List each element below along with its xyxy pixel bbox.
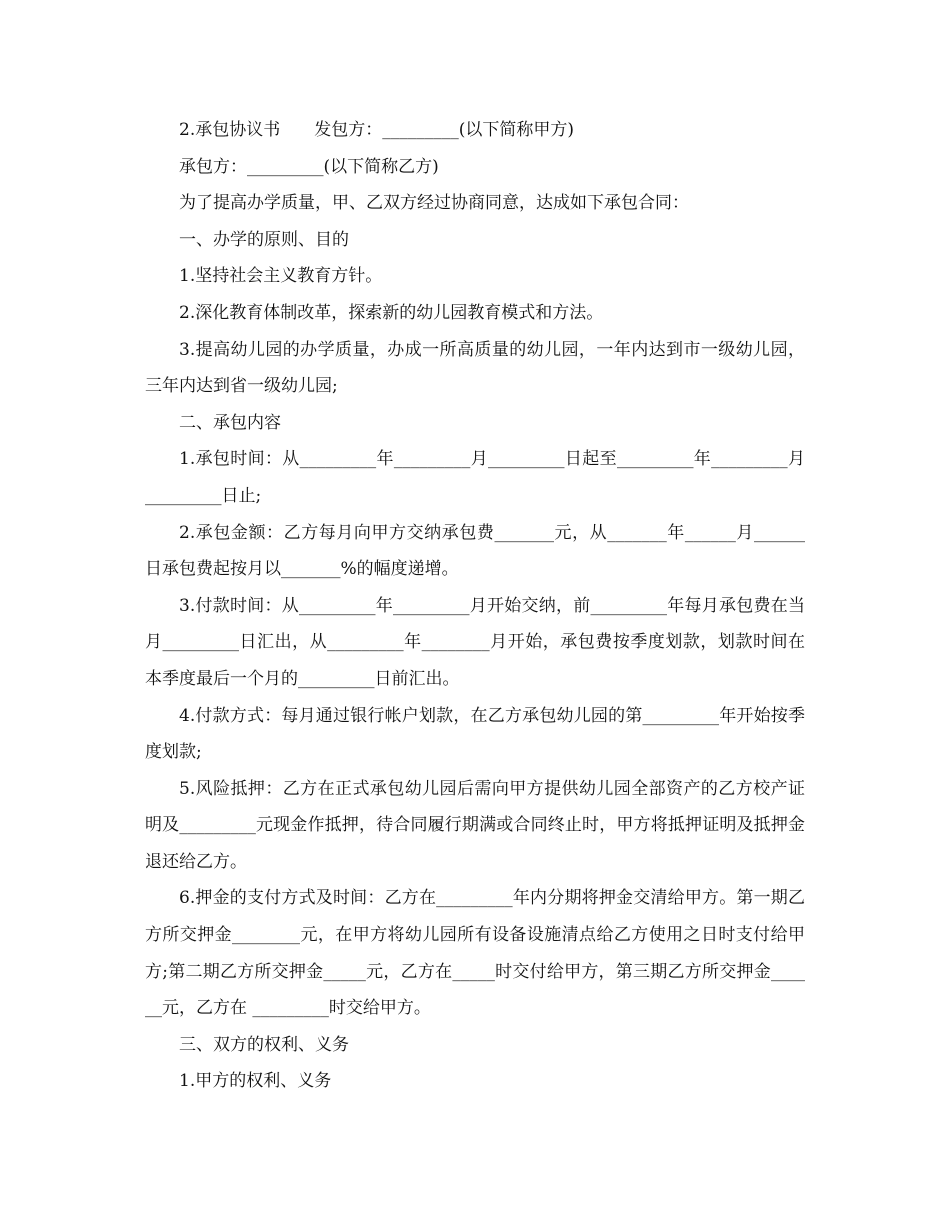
section-heading-rights: 三、双方的权利、义务 bbox=[179, 1034, 349, 1055]
clause-1-2: 2.深化教育体制改革，探索新的幼儿园教育模式和方法。 bbox=[179, 302, 604, 323]
clause-2-2: 2.承包金额：乙方每月向甲方交纳承包费_______元，从_______年______月______日承包费起按月以_______%的幅度递增。 bbox=[145, 522, 805, 580]
paragraph-contractor: 承包方：_________(以下简称乙方) bbox=[179, 156, 439, 177]
paragraph-contract-title: 2.承包协议书 发包方：_________(以下简称甲方) bbox=[179, 120, 574, 140]
clause-2-1: 1.承包时间：从_________年_________月_________日起至_________年_________月_________日止; bbox=[145, 449, 805, 506]
section-heading-content: 二、承包内容 bbox=[179, 412, 281, 433]
document-page bbox=[145, 112, 805, 1100]
clause-2-5: 5.风险抵押：乙方在正式承包幼儿园后需向甲方提供幼儿园全部资产的乙方校产证明及_________元现金作抵押，待合同履行期满或合同终止时，甲方将抵押证明及抵押金退还给乙方。 bbox=[145, 778, 805, 872]
section-heading-principles: 一、办学的原则、目的 bbox=[179, 229, 349, 250]
paragraph-preamble: 为了提高办学质量，甲、乙双方经过协商同意，达成如下承包合同： bbox=[179, 193, 689, 214]
clause-2-4: 4.付款方式：每月通过银行帐户划款，在乙方承包幼儿园的第_________年开始按季度划款; bbox=[145, 705, 805, 763]
clause-2-3: 3.付款时间：从_________年_________月开始交纳，前_________年每月承包费在当月_________日汇出，从_________年________月开始，承包费按季度划款，划款时间在本季度最后一个月的_________日前汇出。 bbox=[145, 595, 805, 689]
clause-1-1: 1.坚持社会主义教育方针。 bbox=[179, 266, 383, 287]
clause-1-3: 3.提高幼儿园的办学质量，办成一所高质量的幼儿园，一年内达到市一级幼儿园，三年内达到省一级幼儿园; bbox=[145, 339, 805, 397]
clause-2-6: 6.押金的支付方式及时间：乙方在_________年内分期将押金交清给甲方。第一期乙方所交押金________元，在甲方将幼儿园所有设备设施清点给乙方使用之日时支付给甲方;第二期乙方所交押金_____元，乙方在_____时交付给甲方，第三期乙方所交押金______元，乙方在 _________时交给甲方。 bbox=[145, 888, 805, 1019]
clause-3-1: 1.甲方的权利、义务 bbox=[179, 1071, 332, 1092]
